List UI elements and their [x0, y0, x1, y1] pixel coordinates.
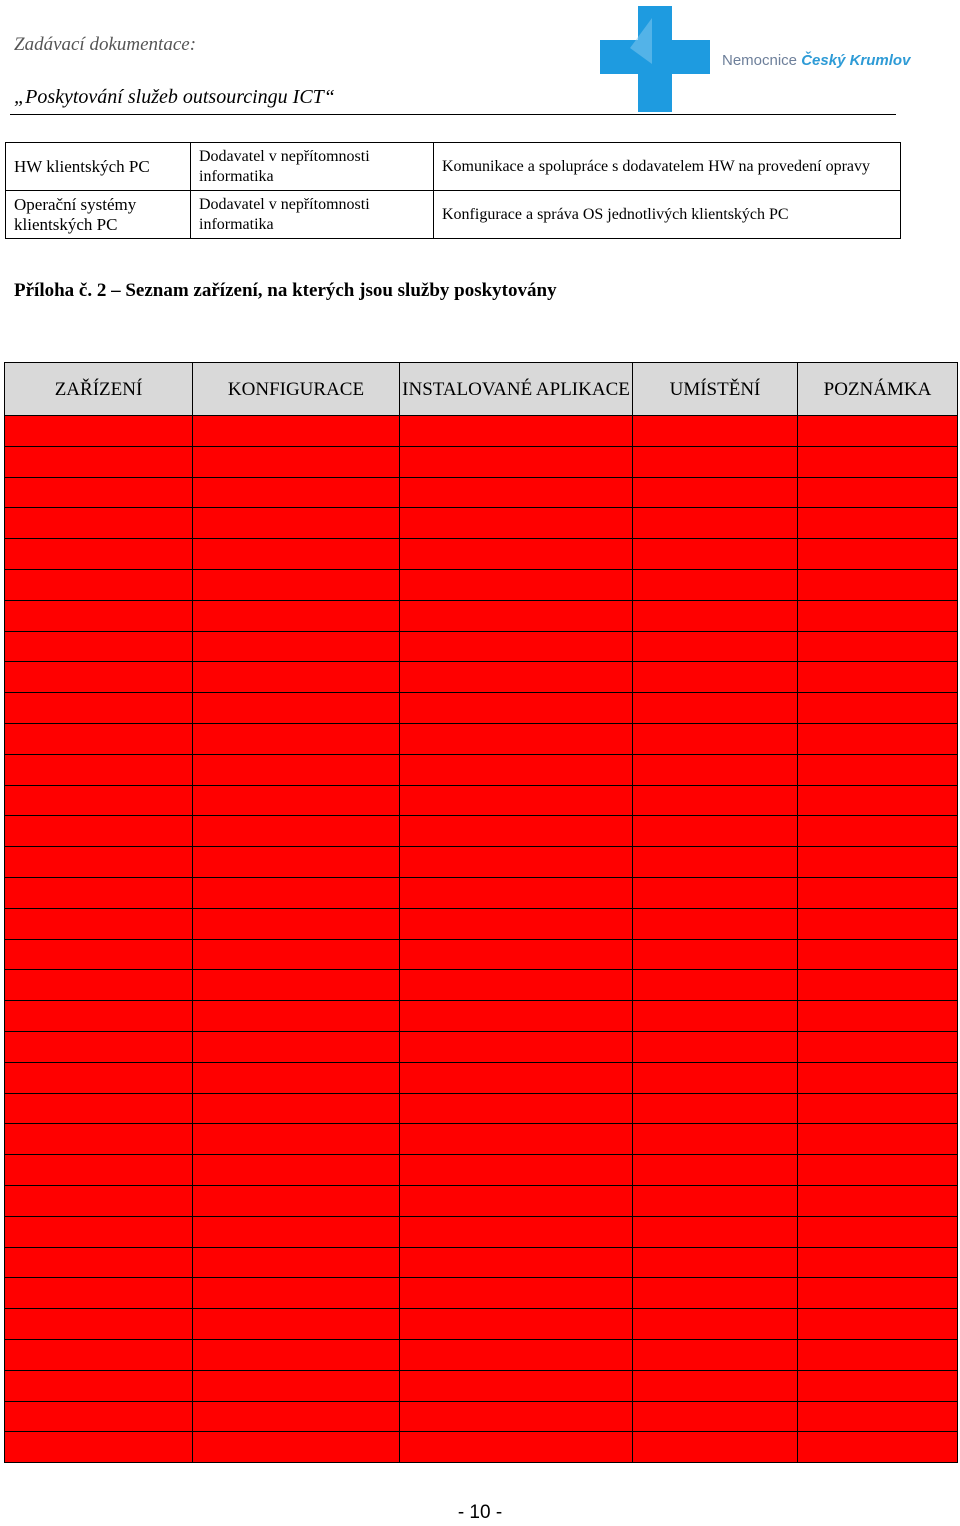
device-cell	[798, 1370, 958, 1401]
table-row	[5, 1370, 958, 1401]
table-row	[5, 1155, 958, 1186]
device-cell	[193, 939, 400, 970]
table-row	[5, 1093, 958, 1124]
column-header-location: UMÍSTĚNÍ	[633, 363, 798, 416]
device-cell	[798, 1401, 958, 1432]
device-cell	[400, 1001, 633, 1032]
table-row	[5, 446, 958, 477]
device-cell	[193, 662, 400, 693]
device-cell	[400, 939, 633, 970]
annex-text: Seznam zařízení, na kterých jsou služby poskytovány	[125, 280, 557, 301]
device-cell	[633, 816, 798, 847]
device-cell	[193, 1216, 400, 1247]
annex-number: Příloha č. 2	[14, 280, 107, 301]
device-cell	[193, 569, 400, 600]
device-cell	[193, 1432, 400, 1463]
table-row	[5, 1309, 958, 1340]
document-label: Zadávací dokumentace:	[14, 34, 197, 55]
device-cell	[400, 816, 633, 847]
device-cell	[193, 1339, 400, 1370]
device-cell	[193, 723, 400, 754]
device-cell	[193, 877, 400, 908]
device-cell	[5, 662, 193, 693]
medical-cross-icon	[600, 6, 710, 112]
table-row	[5, 939, 958, 970]
device-cell	[193, 1124, 400, 1155]
table-row	[5, 477, 958, 508]
device-cell	[798, 1309, 958, 1340]
device-cell	[400, 1309, 633, 1340]
device-cell	[633, 631, 798, 662]
device-cell	[193, 1155, 400, 1186]
device-cell	[798, 1432, 958, 1463]
device-cell	[633, 1062, 798, 1093]
device-cell	[798, 1124, 958, 1155]
device-cell	[400, 1185, 633, 1216]
device-cell	[798, 877, 958, 908]
table-row	[5, 1216, 958, 1247]
device-cell	[400, 1278, 633, 1309]
device-cell	[400, 723, 633, 754]
device-cell	[400, 569, 633, 600]
device-cell	[633, 723, 798, 754]
table-row	[5, 693, 958, 724]
device-cell	[798, 600, 958, 631]
header-divider	[10, 114, 896, 115]
device-cell	[798, 1278, 958, 1309]
device-cell	[193, 1001, 400, 1032]
device-cell	[5, 847, 193, 878]
device-cell	[193, 631, 400, 662]
device-cell	[5, 508, 193, 539]
device-cell	[798, 847, 958, 878]
device-cell	[633, 1401, 798, 1432]
table-row	[5, 662, 958, 693]
device-cell	[633, 1124, 798, 1155]
device-cell	[400, 662, 633, 693]
device-cell	[400, 1062, 633, 1093]
device-cell	[193, 693, 400, 724]
table-row	[5, 508, 958, 539]
table-row	[5, 1432, 958, 1463]
device-cell	[633, 539, 798, 570]
service-table	[5, 142, 901, 239]
device-cell	[5, 569, 193, 600]
column-header-device: ZAŘÍZENÍ	[5, 363, 193, 416]
device-cell	[798, 508, 958, 539]
device-cell	[5, 1339, 193, 1370]
device-cell	[633, 847, 798, 878]
table-row	[5, 1339, 958, 1370]
table-row	[5, 600, 958, 631]
table-row	[5, 416, 958, 447]
device-cell	[193, 754, 400, 785]
device-cell	[400, 1155, 633, 1186]
table-row	[5, 785, 958, 816]
device-cell	[633, 1155, 798, 1186]
table-row	[5, 569, 958, 600]
device-cell	[400, 1093, 633, 1124]
device-cell	[633, 877, 798, 908]
table-row	[5, 1247, 958, 1278]
device-cell	[400, 1247, 633, 1278]
device-cell	[193, 785, 400, 816]
service-area-cell: HW klientských PC	[6, 143, 191, 191]
device-cell	[193, 508, 400, 539]
device-cell	[400, 600, 633, 631]
device-cell	[5, 908, 193, 939]
device-cell	[798, 631, 958, 662]
table-row	[5, 1278, 958, 1309]
device-cell	[798, 1185, 958, 1216]
device-cell	[400, 631, 633, 662]
device-cell	[5, 539, 193, 570]
table-row	[5, 1062, 958, 1093]
device-cell	[798, 908, 958, 939]
device-cell	[798, 1155, 958, 1186]
device-cell	[193, 539, 400, 570]
device-cell	[193, 1247, 400, 1278]
table-row	[5, 631, 958, 662]
device-cell	[633, 446, 798, 477]
device-cell	[193, 970, 400, 1001]
document-title: „Poskytování služeb outsourcingu ICT“	[14, 86, 335, 108]
device-cell	[633, 939, 798, 970]
device-cell	[400, 908, 633, 939]
device-cell	[798, 662, 958, 693]
device-table-header-row	[5, 363, 958, 416]
device-cell	[5, 754, 193, 785]
device-cell	[193, 477, 400, 508]
device-cell	[5, 631, 193, 662]
table-row	[5, 847, 958, 878]
service-provider-cell: Dodavatel v nepřítomnosti informatika	[191, 191, 434, 239]
page-number: - 10 -	[457, 1502, 503, 1523]
device-cell	[5, 1432, 193, 1463]
device-cell	[798, 569, 958, 600]
device-cell	[798, 446, 958, 477]
device-cell	[798, 785, 958, 816]
device-cell	[193, 416, 400, 447]
device-cell	[400, 1339, 633, 1370]
column-header-note: POZNÁMKA	[798, 363, 958, 416]
device-cell	[5, 785, 193, 816]
device-cell	[5, 970, 193, 1001]
device-cell	[400, 446, 633, 477]
device-cell	[633, 569, 798, 600]
device-cell	[5, 1370, 193, 1401]
logo-text	[722, 52, 910, 69]
device-cell	[5, 1401, 193, 1432]
device-cell	[193, 1370, 400, 1401]
device-cell	[5, 1001, 193, 1032]
device-cell	[633, 1031, 798, 1062]
logo-text-place: Český Krumlov	[801, 52, 911, 69]
device-cell	[193, 908, 400, 939]
device-cell	[633, 1309, 798, 1340]
device-cell	[633, 600, 798, 631]
device-cell	[400, 1031, 633, 1062]
device-cell	[193, 1062, 400, 1093]
device-cell	[5, 1185, 193, 1216]
device-cell	[400, 1401, 633, 1432]
device-cell	[633, 1001, 798, 1032]
device-cell	[193, 1309, 400, 1340]
service-provider-cell: Dodavatel v nepřítomnosti informatika	[191, 143, 434, 191]
device-cell	[193, 446, 400, 477]
device-cell	[798, 416, 958, 447]
device-cell	[5, 1031, 193, 1062]
device-cell	[5, 1155, 193, 1186]
device-cell	[400, 539, 633, 570]
table-row	[5, 908, 958, 939]
device-cell	[798, 693, 958, 724]
table-row	[5, 970, 958, 1001]
device-cell	[798, 1339, 958, 1370]
table-row	[5, 877, 958, 908]
column-header-configuration: KONFIGURACE	[193, 363, 400, 416]
device-cell	[400, 477, 633, 508]
device-cell	[5, 877, 193, 908]
device-cell	[400, 877, 633, 908]
table-row	[5, 1401, 958, 1432]
device-cell	[400, 1432, 633, 1463]
annex-dash: –	[111, 280, 121, 301]
device-cell	[798, 1031, 958, 1062]
device-cell	[5, 939, 193, 970]
device-cell	[5, 600, 193, 631]
device-cell	[400, 508, 633, 539]
device-cell	[400, 693, 633, 724]
device-cell	[798, 1216, 958, 1247]
table-row	[6, 191, 901, 239]
service-area-cell: Operační systémy klientských PC	[6, 191, 191, 239]
device-cell	[798, 754, 958, 785]
device-cell	[633, 416, 798, 447]
device-cell	[633, 1185, 798, 1216]
device-cell	[633, 1432, 798, 1463]
device-cell	[5, 446, 193, 477]
device-cell	[193, 1185, 400, 1216]
device-cell	[798, 477, 958, 508]
device-cell	[798, 970, 958, 1001]
device-cell	[5, 1216, 193, 1247]
column-header-installed-apps: INSTALOVANÉ APLIKACE	[400, 363, 633, 416]
device-cell	[400, 970, 633, 1001]
device-cell	[5, 1278, 193, 1309]
device-cell	[798, 539, 958, 570]
device-cell	[193, 1401, 400, 1432]
device-cell	[633, 1339, 798, 1370]
device-cell	[400, 847, 633, 878]
table-row	[5, 1124, 958, 1155]
device-cell	[798, 1247, 958, 1278]
device-cell	[400, 1370, 633, 1401]
device-cell	[193, 1093, 400, 1124]
device-cell	[633, 508, 798, 539]
device-cell	[633, 477, 798, 508]
device-cell	[193, 1031, 400, 1062]
table-row	[5, 754, 958, 785]
table-row	[5, 1185, 958, 1216]
device-cell	[400, 1124, 633, 1155]
device-cell	[798, 816, 958, 847]
logo-text-name: Nemocnice	[722, 52, 798, 69]
device-cell	[400, 416, 633, 447]
device-cell	[633, 662, 798, 693]
device-cell	[633, 1093, 798, 1124]
device-cell	[633, 1278, 798, 1309]
device-cell	[193, 847, 400, 878]
device-cell	[633, 693, 798, 724]
device-cell	[798, 1062, 958, 1093]
table-row	[5, 816, 958, 847]
device-cell	[400, 785, 633, 816]
device-cell	[5, 477, 193, 508]
device-table-body	[5, 416, 958, 1463]
device-cell	[633, 754, 798, 785]
device-cell	[193, 600, 400, 631]
device-table	[4, 362, 958, 1463]
table-row	[5, 1031, 958, 1062]
device-cell	[5, 1093, 193, 1124]
table-row	[6, 143, 901, 191]
device-cell	[5, 1062, 193, 1093]
device-cell	[5, 1124, 193, 1155]
device-cell	[633, 1370, 798, 1401]
device-cell	[798, 939, 958, 970]
device-cell	[5, 693, 193, 724]
device-cell	[5, 416, 193, 447]
device-cell	[400, 754, 633, 785]
table-row	[5, 1001, 958, 1032]
device-cell	[5, 1309, 193, 1340]
device-cell	[633, 908, 798, 939]
service-description-cell: Konfigurace a správa OS jednotlivých klientských PC	[434, 191, 901, 239]
device-cell	[798, 1001, 958, 1032]
hospital-logo	[600, 6, 911, 114]
device-cell	[5, 816, 193, 847]
device-cell	[798, 1093, 958, 1124]
table-row	[5, 723, 958, 754]
service-description-cell: Komunikace a spolupráce s dodavatelem HW na provedení opravy	[434, 143, 901, 191]
device-cell	[633, 785, 798, 816]
device-cell	[798, 723, 958, 754]
device-cell	[5, 723, 193, 754]
device-cell	[193, 816, 400, 847]
device-cell	[400, 1216, 633, 1247]
table-row	[5, 539, 958, 570]
device-cell	[633, 970, 798, 1001]
device-cell	[633, 1247, 798, 1278]
annex-heading	[14, 280, 557, 302]
device-cell	[5, 1247, 193, 1278]
device-cell	[193, 1278, 400, 1309]
device-cell	[633, 1216, 798, 1247]
